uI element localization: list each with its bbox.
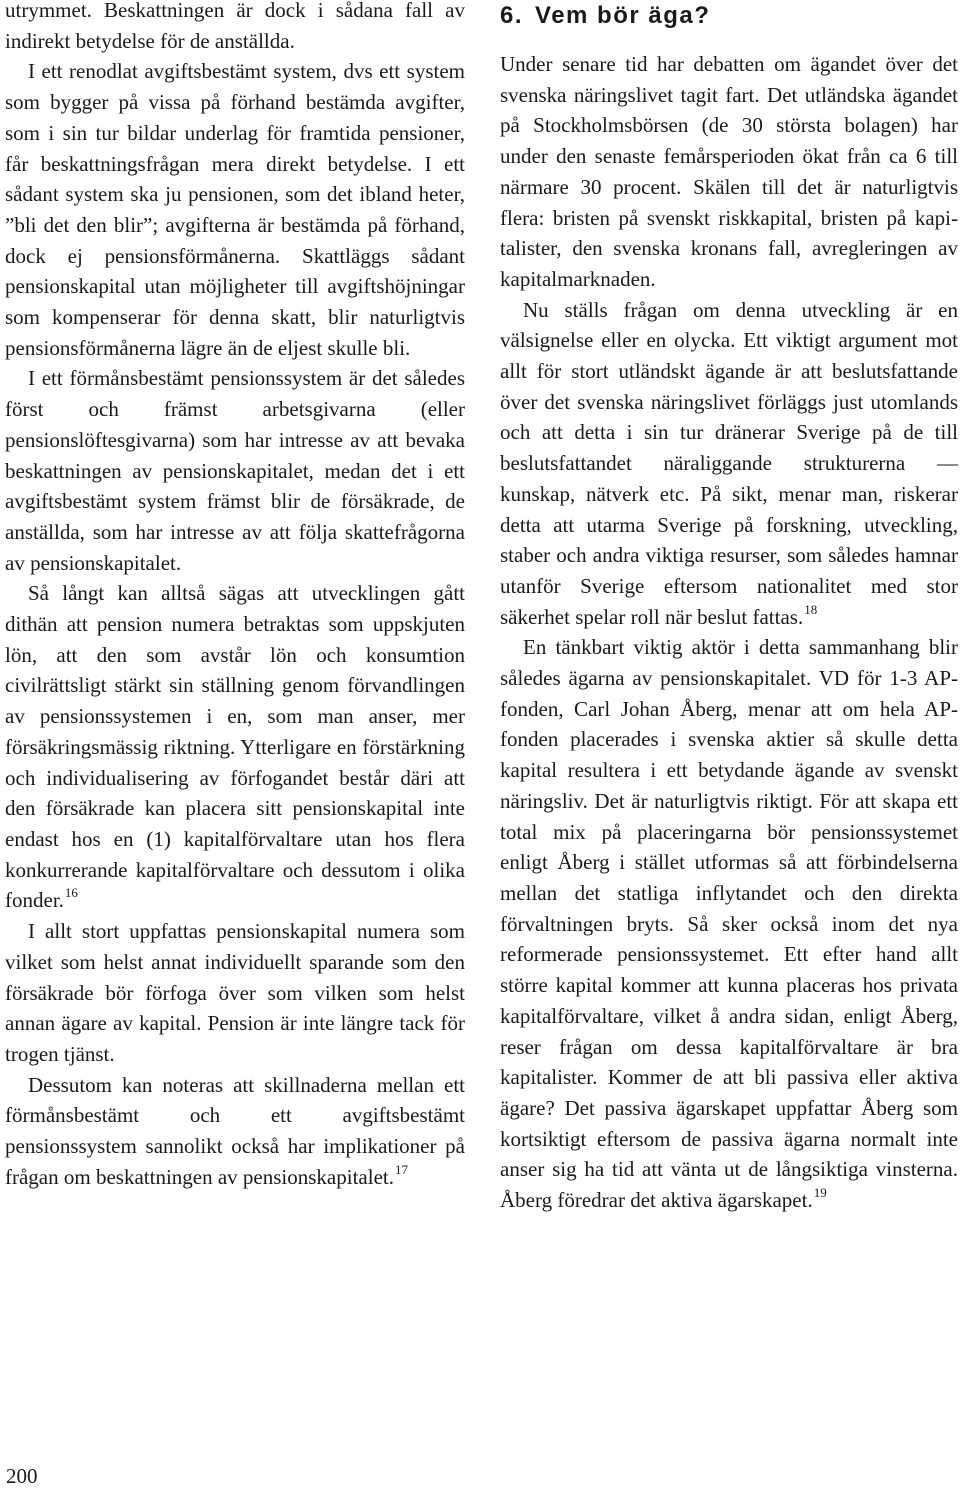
footnote-marker-19: 19 [813,1185,827,1201]
section-heading [500,0,958,32]
paragraph-defined-contribution: I ett renodlat avgiftsbestämt system, dvs ett system som bygger på vissa på förhand bestämda avgifter, som i sin tur bildar underlag för framtida pensioner, får beskattningsfrågan mera direkt betydelse. I ett sådant system ska ju pensionen, som det ibland heter, ”bli det den blir”; avgifterna är bestämda på förhand, dock ej pensionsförmånerna. Skattläggs sådant pensionskapital utan möjligheter till avgiftshöjningar som kompenserar för denna skatt, blir naturligtvis pensionsförmånerna lägre än de eljest skulle bli. [5,59,465,360]
left-column [5,0,465,1192]
paragraph-ownership-debate: Under senare tid har debatten om ägandet över det svenska näringslivet tagit fart. Det utländska ägandet på Stockholmsbörsen (de 30 största bolagen) har under den senaste femårsperioden ökat från ca 6 till närmare 30 procent. Skälen till det är naturligtvis flera: bristen på svenskt riskkapital, bristen på kapitalister, den svenska kronans fall, avregleringen av kapitalmarknaden. [500,52,958,291]
paragraph-pension-capital-owners: En tänkbart viktig aktör i detta sammanhang blir således ägarna av pensionskapitalet. VD för 1-3 AP-fonden, Carl Johan Åberg, menar att om hela AP-fonden placerades i svenska aktier så skulle detta kapital resultera i ett betydande ägande av svenskt näringsliv. Det är naturligtvis riktigt. För att skapa ett total mix på placeringarna bör pensionssystemet enligt Åberg i stället utformas så att förbindelserna mellan det statliga inflytandet och den direkta förvaltningen bryts. Så sker också inom det nya reformerade pensionssystemet. Ett efter hand allt större kapital kommer att kunna placeras hos privata kapitalförvaltare, vilket å andra sidan, enligt Åberg, reser frågan om dessa kapitalförvaltare är bra kapitalister. Kommer de att bli passiva eller aktiva ägare? Det passiva ägarskapet uppfattar Åberg som kortsiktigt eftersom de passiva ägarna normalt inte anser sig ha tid att vänta ut de långsiktiga vinsterna. Åberg föredrar det aktiva ägarskapet.$^{19}$ [500,635,958,1213]
paragraph-blessing-or-curse: Nu ställs frågan om denna utveckling är en välsignelse eller en olycka. Ett viktigt argument mot allt för stort utländskt ägande är att beslutsfattande över det svenska näringslivet förläggs just utomlands och att detta i sin tur dränerar Sverige på de till beslutsfattandet näraliggande strukturerna — kunskap, nätverk etc. På sikt, menar man, riskerar detta att utarma Sverige på forskning, utveckling, staber och andra viktiga resurser, som således hamnar utanför Sverige eftersom nationalitet med stor säkerhet spelar roll när beslut fattas.$^{18}$ [500,297,958,629]
footnote-marker-18: 18 [804,601,818,617]
footnote-marker-17: 17 [394,1161,408,1177]
paragraph-continued: utrymmet. Beskattningen är dock i sådana fall av indirekt betydelse för de anställda. [5,0,465,53]
section-title: Vem bör äga? [535,2,711,29]
paragraph-deferred-wage: Så långt kan alltså sägas att utvecklingen gått dithän att pension numera betraktas som uppskjuten lön, att den som avstår lön och konsumtion civilrättsligt stärkt sin ställning genom förvandlingen av pensionssystemen i en, som man anser, mer försäkringsmässig riktning. Ytterligare en förstärkning och individualisering av förfogandet består däri att den försäkrade kan placera sitt pensionskapital inte endast hos en (1) kapitalförvaltare utan hos flera konkurrerande kapitalförvaltare och dessutom i olika fonder.$^{16}$ [5,581,465,913]
footnote-marker-16: 16 [64,885,78,901]
paragraph-tax-implications: Dessutom kan noteras att skillnaderna mellan ett förmånsbestämt och ett avgiftsbestämt pensionssystem sannolikt också har implikationer på frågan om beskattningen av pensionskapitalet.$^{17}$ [5,1072,465,1189]
section-number: 6. [500,2,524,29]
right-column [500,0,958,1216]
paragraph-individual-saving: I allt stort uppfattas pensionskapital numera som vilket som helst annat individuellt sparande som den försäkrade bör förfoga över som vilken som helst annan ägare av kapital. Pension är inte längre tack för trogen tjänst. [5,919,465,1066]
paragraph-defined-benefit: I ett förmånsbestämt pensionssystem är det således först och främst arbetsgivarna (eller pensionslöftesgivarna) som har intresse av att bevaka beskattningen av pensionskapitalet, medan det i ett avgiftsbestämt system främst blir de försäkrade, de anställda, som har intresse av att följa skattefrågorna av pensionskapitalet. [5,366,465,575]
page-number: 200 [6,1464,38,1488]
